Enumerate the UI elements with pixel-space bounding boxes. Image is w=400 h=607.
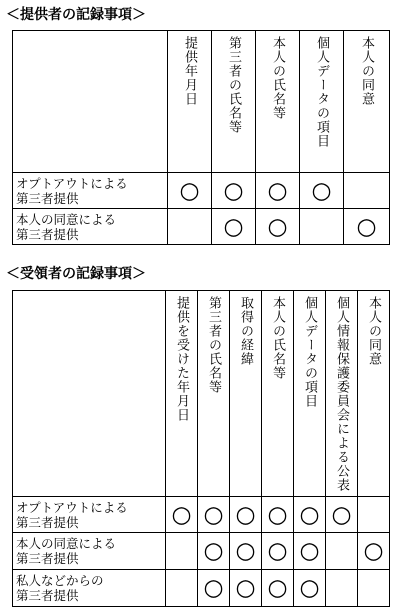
mark-cell: ○ [230,497,262,533]
mark-cell [358,570,390,607]
mark-cell: ○ [198,497,230,533]
mark-cell: ○ [262,533,294,570]
column-header: 本人の同意 [358,291,390,497]
header-corner-cell [13,291,166,497]
mark-cell [326,570,358,607]
column-header: 個人データの項目 [294,291,326,497]
table-row [13,497,390,533]
mark-cell: ○ [294,570,326,607]
mark-cell [300,209,344,245]
table-row [13,570,390,607]
mark-cell: ○ [198,533,230,570]
column-header: 第三者の氏名等 [212,31,256,173]
mark-cell [358,497,390,533]
mark-cell: ○ [358,533,390,570]
row-label: 本人の同意による 第三者提供 [13,533,166,570]
mark-cell: ○ [168,173,212,209]
provider-records-table [12,30,390,245]
mark-cell: ○ [294,497,326,533]
mark-cell: ○ [256,209,300,245]
table-row [13,209,390,245]
column-header: 本人の氏名等 [262,291,294,497]
provider-section-title: ＜提供者の記録事項＞ [6,7,146,23]
receiver-records-table [12,290,390,607]
row-label: オプトアウトによる 第三者提供 [13,497,166,533]
table-row [13,533,390,570]
mark-cell [326,533,358,570]
mark-cell: ○ [262,570,294,607]
mark-cell [344,173,390,209]
receiver-section-title: ＜受領者の記録事項＞ [6,266,146,282]
mark-cell: ○ [230,570,262,607]
mark-cell [166,570,198,607]
column-header: 第三者の氏名等 [198,291,230,497]
mark-cell: ○ [212,173,256,209]
mark-cell: ○ [166,497,198,533]
mark-cell: ○ [230,533,262,570]
row-label: 私人などからの 第三者提供 [13,570,166,607]
column-header: 個人データの項目 [300,31,344,173]
column-header: 提供年月日 [168,31,212,173]
row-label: オプトアウトによる 第三者提供 [13,173,168,209]
mark-cell: ○ [300,173,344,209]
mark-cell: ○ [212,209,256,245]
mark-cell [168,209,212,245]
mark-cell [166,533,198,570]
mark-cell: ○ [326,497,358,533]
mark-cell: ○ [344,209,390,245]
column-header: 本人の同意 [344,31,390,173]
header-corner-cell [13,31,168,173]
mark-cell: ○ [256,173,300,209]
column-header: 本人の氏名等 [256,31,300,173]
row-label: 本人の同意による 第三者提供 [13,209,168,245]
table-header-row [13,291,390,497]
mark-cell: ○ [262,497,294,533]
column-header: 提供を受けた年月日 [166,291,198,497]
column-header: 取得の経緯 [230,291,262,497]
table-header-row [13,31,390,173]
mark-cell: ○ [294,533,326,570]
mark-cell: ○ [198,570,230,607]
table-row [13,173,390,209]
column-header: 個人情報保護委員会による公表 [326,291,358,497]
